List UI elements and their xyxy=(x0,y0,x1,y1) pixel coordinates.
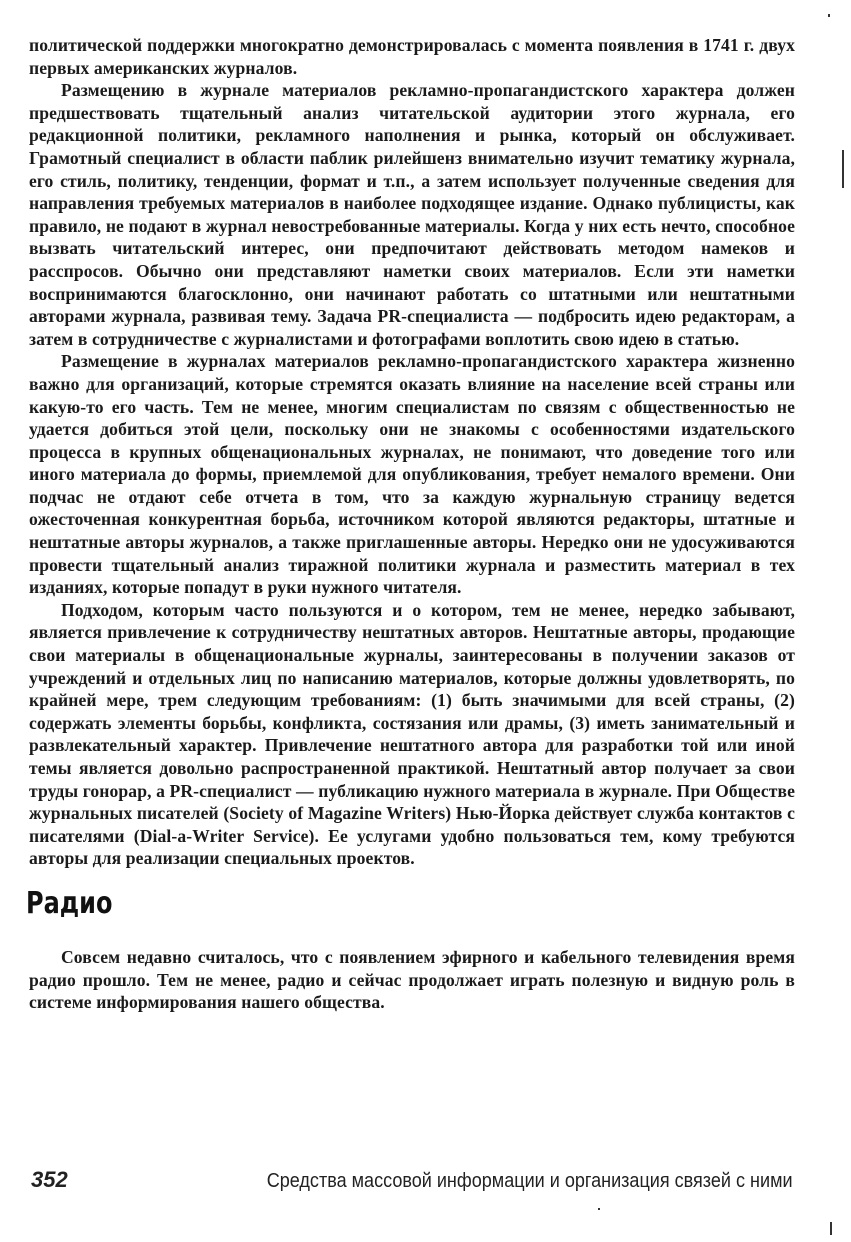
page-body xyxy=(26,34,795,1014)
paragraph-radio: Совсем недавно считалось, что с появлением эфирного и кабельного телевидения время радио прошло. Тем не менее, радио и сейчас продолжает играть полезную и видную роль в системе информирования нашего общества. xyxy=(29,946,795,1013)
scan-artifact-bottom-dot xyxy=(598,1208,600,1210)
running-title: Средства массовой информации и организация связей с ними xyxy=(267,1169,793,1192)
page-number: 352 xyxy=(31,1167,68,1192)
paragraph-magazine-placement: Размещению в журнале материалов рекламно-пропагандистского характера должен предшествовать тщательный анализ читательской аудитории этого журнала, его редакционной политики, рекламного наполнения и рынка, который он обслуживает. Грамотный специалист в области паблик рилейшенз внимательно изучит тематику журнала, его стиль, политику, тенденции, формат и т.п., а затем использует полученные сведения для направления требуемых материалов в наиболее подходящее издание. Однако публицисты, как правило, не подают в журнал невостребованные материалы. Когда у них есть нечто, способное вызвать читательский интерес, они предпочитают действовать методом намеков и расспросов. Обычно они представляют наметки своих материалов. Если эти наметки воспринимаются благосклонно, они начинают работать со штатными или нештатными авторами журнала, развивая тему. Задача PR-специалиста — подбросить идею редакторам, а затем в сотрудничестве с журналистами и фотографами воплотить свою идею в статью. xyxy=(29,80,795,349)
scan-artifact-bottom xyxy=(830,1222,832,1235)
section-heading: Радио xyxy=(26,885,113,921)
scan-artifact-right xyxy=(842,150,844,188)
paragraph-freelance-authors: Подходом, которым часто пользуются и о котором, тем не менее, нередко забывают, является привлечение к сотрудничеству нештатных авторов. Нештатные авторы, продающие свои материалы в общенациональные журналы, заинтересованы в получении заказов от учреждений и отдельных лиц по написанию материалов, которые должны удовлетворять, по крайней мере, трем следующим требованиям: (1) быть значимыми для всей страны, (2) содержать элементы борьбы, конфликта, состязания или драмы, (3) иметь занимательный и развлекательный характер. Привлечение нештатного автора для разработки той или иной темы является довольно распространенной практикой. Нештатный автор получает за свои труды гонорар, а PR-специалист — публикацию нужного материала в журнале. При Обществе журнальных писателей (Society of Magazine Writers) Нью-Йорка действует служба контактов с писателями (Dial-a-Writer Service). Ее услугами удобно пользоваться тем, кому требуются авторы для реализации специальных проектов. xyxy=(29,599,795,869)
scan-artifact-top xyxy=(828,14,830,17)
page-footer xyxy=(31,1167,793,1197)
paragraph-magazine-importance: Размещение в журналах материалов рекламно-пропагандистского характера жизненно важно для организаций, которые стремятся оказать влияние на население всей страны или какую-то его часть. Тем не менее, многим специалистам по связям с общественностью не удается добиться этой цели, поскольку они не знакомы с особенностями издательского процесса в крупных общенациональных журналах, не понимают, что доведение того или иного материала до формы, приемлемой для опубликования, требует немалого времени. Они подчас не отдают себе отчета в том, что за каждую журнальную страницу ведется ожесточенная конкурентная борьба, источником которой являются редакторы, штатные и нештатные авторы журналов, а также приглашенные авторы. Нередко они не удосуживаются провести тщательный анализ тиражной политики журнала и разместить материал в тех изданиях, которые попадут в руки нужного читателя. xyxy=(29,351,795,598)
paragraph-continuation: политической поддержки многократно демонстрировалась с момента появления в 1741 г. двух первых американских журналов. xyxy=(29,35,795,78)
